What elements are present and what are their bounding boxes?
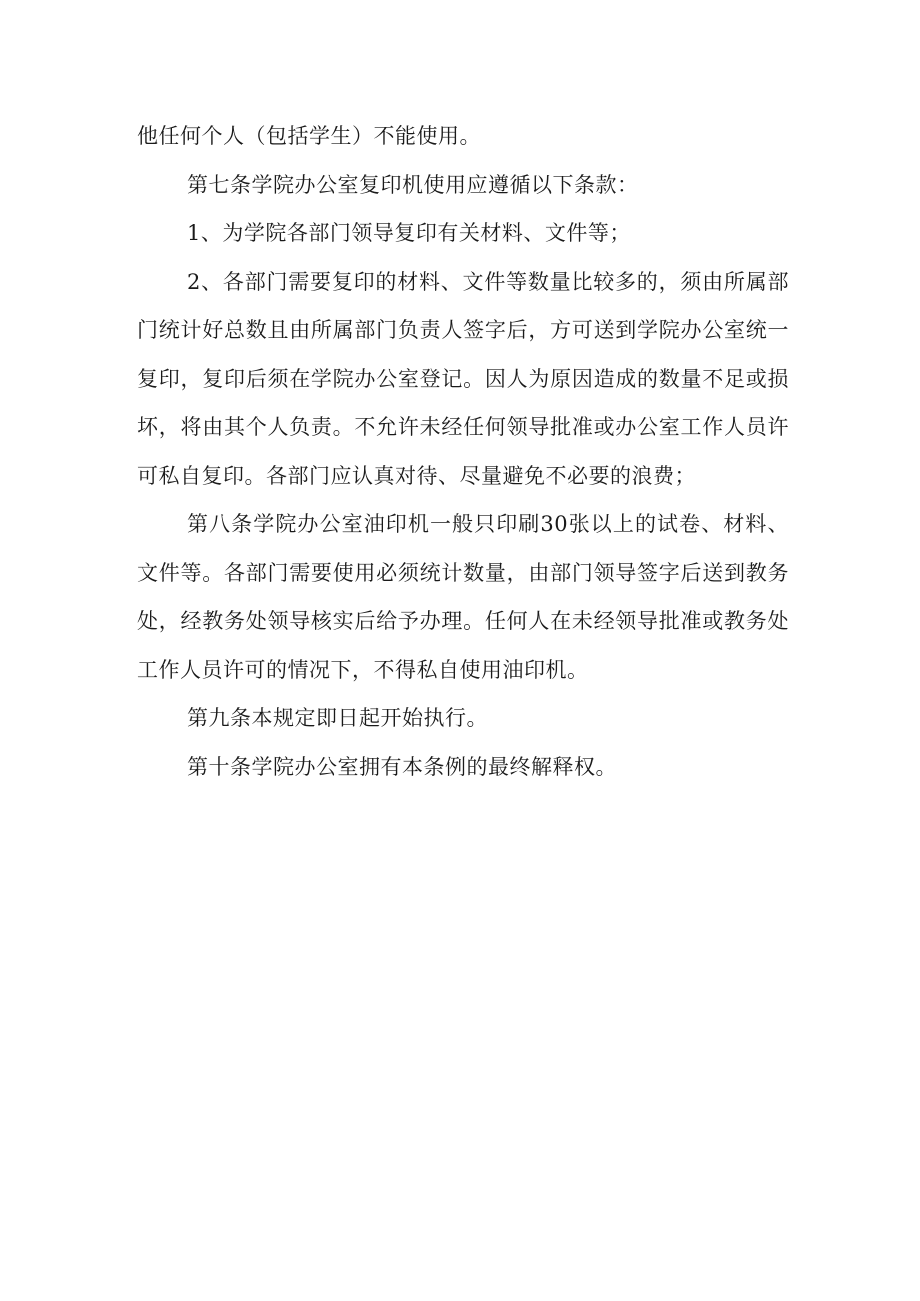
paragraph-clause-2: 2、各部门需要复印的材料、文件等数量比较多的，须由所属部门统计好总数且由所属部门负责人签字后，方可送到学院办公室统一复印，复印后须在学院办公室登记。因人为原因造成的数量不足或损坏，将由其个人负责。不允许未经任何领导批准或办公室工作人员许可私自复印。各部门应认真对待、尽量避免不必要的浪费； [137, 269, 789, 488]
paragraph-article-9: 第九条本规定即日起开始执行。 [187, 706, 488, 730]
paragraph-article-7: 第七条学院办公室复印机使用应遵循以下条款： [187, 172, 639, 197]
paragraph-clause-1: 1、为学院各部门领导复印有关材料、文件等； [187, 221, 631, 245]
paragraph-continuation: 他任何个人（包括学生）不能使用。 [137, 124, 481, 148]
document-body [137, 112, 789, 791]
paragraph-article-8: 第八条学院办公室油印机一般只印刷30张以上的试卷、材料、文件等。各部门需要使用必须统计数量，由部门领导签字后送到教务处，经教务处领导核实后给予办理。任何人在未经领导批准或教务处工作人员许可的情况下，不得私自使用油印机。 [137, 512, 789, 682]
paragraph-article-10: 第十条学院办公室拥有本条例的最终解释权。 [187, 754, 617, 779]
